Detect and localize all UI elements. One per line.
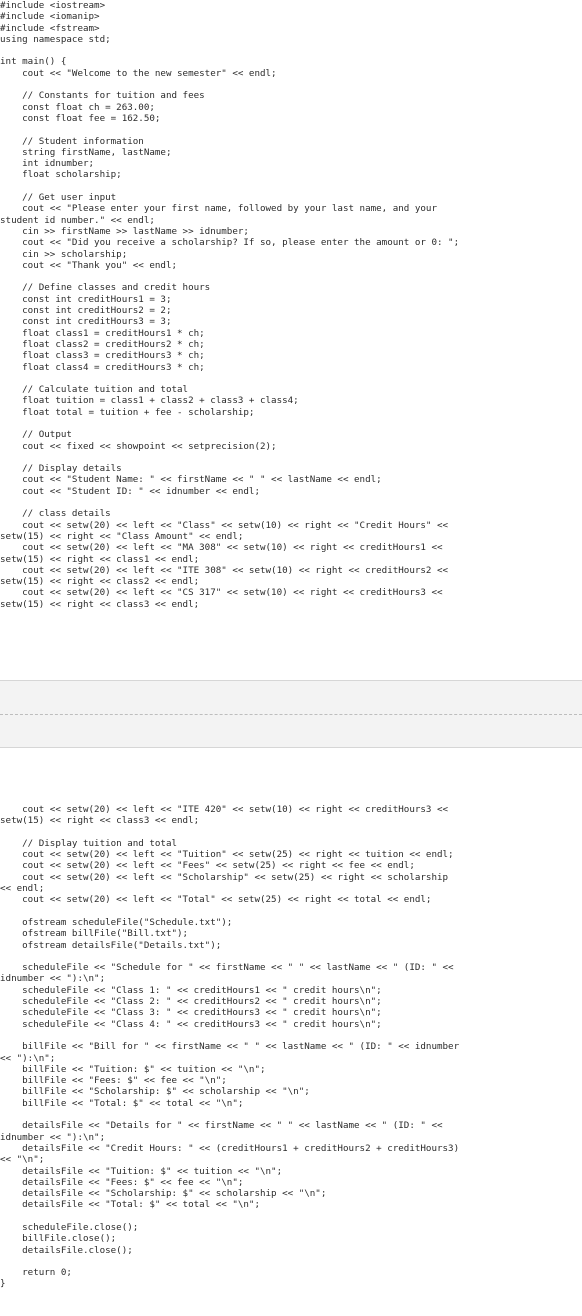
code-line: cout << setw(20) << left << "MA 308" << setw(10) << right << creditHours1 << [0,542,443,554]
code-line: cout << setw(20) << left << "CS 317" << setw(10) << right << creditHours3 << [0,587,443,599]
page-separator [0,680,582,748]
code-line: billFile << "Scholarship: $" << scholarship << "\n"; [0,1086,310,1098]
code-line: float tuition = class1 + class2 + class3 + class4; [0,395,299,407]
code-line: cout << setw(20) << left << "ITE 420" << setw(10) << right << creditHours3 << [0,804,449,815]
code-line: detailsFile << "Credit Hours: " << (creditHours1 + creditHours2 + creditHours3) [0,1142,460,1154]
code-line: return 0; [0,1267,72,1279]
code-line: detailsFile << "Details for " << firstName << " " << lastName << " (ID: " << [0,1120,443,1132]
code-line: float class3 = creditHours3 * ch; [0,350,205,362]
code-line: scheduleFile << "Schedule for " << firstName << " " << lastName << " (ID: " << [0,962,454,974]
code-line: cout << setw(20) << left << "Total" << setw(25) << right << total << endl; [0,894,432,906]
code-line: float class1 = creditHours1 * ch; [0,327,205,339]
code-line: const float ch = 263.00; [0,101,155,113]
code-line: cout << setw(20) << left << "Class" << setw(10) << right << "Credit Hours" << [0,519,449,531]
code-block-top [0,0,582,610]
code-line: student id number." << endl; [0,214,155,226]
code-line [0,951,582,962]
code-line: cin >> scholarship; [0,248,128,260]
code-line: scheduleFile << "Class 2: " << creditHours2 << " credit hours\n"; [0,996,382,1008]
code-line: const int creditHours1 = 3; [0,293,172,305]
code-line: float total = tuition + fee - scholarship; [0,406,255,418]
code-line: #include <iomanip> [0,11,100,23]
code-line: billFile.close(); [0,1233,117,1245]
code-line: billFile << "Bill for " << firstName << " " << lastName << " (ID: " << idnumber [0,1041,460,1053]
code-line: // Display details [0,463,122,475]
code-line: << "):\n"; [0,1052,56,1064]
code-line: scheduleFile << "Class 1: " << creditHours1 << " credit hours\n"; [0,984,382,996]
code-line [0,45,582,56]
code-line: // Output [0,429,72,441]
code-line: cout << "Welcome to the new semester" << endl; [0,67,277,79]
code-line: scheduleFile.close(); [0,1221,139,1233]
code-line [0,1256,582,1267]
code-line [0,827,582,838]
code-line: cout << setw(20) << left << "ITE 308" << setw(10) << right << creditHours2 << [0,564,449,576]
code-line: cout << setw(20) << left << "Fees" << setw(25) << right << fee << endl; [0,860,415,872]
code-line: scheduleFile << "Class 4: " << creditHours3 << " credit hours\n"; [0,1018,382,1030]
code-line: const int creditHours3 = 3; [0,316,172,328]
code-line: setw(15) << right << class3 << endl; [0,815,200,827]
code-line: setw(15) << right << "Class Amount" << endl; [0,530,244,542]
code-line: int main() { [0,56,67,68]
code-line: // Constants for tuition and fees [0,90,205,102]
code-line [0,497,582,508]
code-line: cout << setw(20) << left << "Scholarship" << setw(25) << right << scholarship [0,871,449,883]
code-line: detailsFile << "Fees: $" << fee << "\n"; [0,1176,244,1188]
code-line: cout << "Please enter your first name, followed by your last name, and your [0,203,437,215]
code-line: ofstream detailsFile("Details.txt"); [0,939,222,951]
code-line: idnumber << "):\n"; [0,1131,106,1143]
code-line: // class details [0,508,111,520]
separator-dashed-line [0,714,582,715]
code-line [0,181,582,192]
code-line: cout << "Did you receive a scholarship? If so, please enter the amount or 0: "; [0,237,460,249]
code-line: #include <fstream> [0,22,100,34]
code-line: ofstream scheduleFile("Schedule.txt"); [0,916,233,928]
code-line: float scholarship; [0,169,122,181]
code-line: detailsFile << "Tuition: $" << tuition << "\n"; [0,1165,283,1177]
code-line: } [0,1278,6,1290]
code-line: cout << "Thank you" << endl; [0,259,178,271]
code-line: << "\n"; [0,1154,45,1166]
code-line: billFile << "Fees: $" << fee << "\n"; [0,1075,227,1087]
code-line: const float fee = 162.50; [0,112,161,124]
code-line: cout << "Student ID: " << idnumber << endl; [0,485,260,497]
code-line: setw(15) << right << class3 << endl; [0,598,200,610]
code-line: float class2 = creditHours2 * ch; [0,338,205,350]
code-line: scheduleFile << "Class 3: " << creditHours3 << " credit hours\n"; [0,1007,382,1019]
code-line: detailsFile.close(); [0,1244,133,1256]
code-line: detailsFile << "Total: $" << total << "\n"; [0,1199,260,1211]
code-line: << endl; [0,883,45,895]
code-line [0,1109,582,1120]
code-line: string firstName, lastName; [0,146,172,158]
code-line: // Display tuition and total [0,837,178,849]
code-line: idnumber << "):\n"; [0,973,106,985]
code-line [0,79,582,90]
code-line: #include <iostream> [0,0,106,11]
code-line [0,452,582,463]
code-line: cin >> firstName >> lastName >> idnumber; [0,225,249,237]
code-line: billFile << "Total: $" << total << "\n"; [0,1097,244,1109]
code-line: float class4 = creditHours3 * ch; [0,361,205,373]
code-line: cout << setw(20) << left << "Tuition" << setw(25) << right << tuition << endl; [0,849,454,861]
code-line [0,1211,582,1222]
code-line: // Calculate tuition and total [0,384,189,396]
code-line: // Define classes and credit hours [0,282,211,294]
code-line: cout << "Student Name: " << firstName << " " << lastName << endl; [0,474,382,486]
code-line: detailsFile << "Scholarship: $" << scholarship << "\n"; [0,1188,327,1200]
code-line: // Student information [0,135,144,147]
code-line: const int creditHours2 = 2; [0,305,172,317]
code-line: cout << fixed << showpoint << setprecision(2); [0,440,277,452]
code-block-bottom [0,804,582,1290]
code-line [0,124,582,135]
code-line: int idnumber; [0,158,95,170]
code-line: billFile << "Tuition: $" << tuition << "\n"; [0,1063,266,1075]
code-line: setw(15) << right << class2 << endl; [0,576,200,588]
code-line: using namespace std; [0,33,111,45]
code-line [0,418,582,429]
code-line [0,271,582,282]
code-line: ofstream billFile("Bill.txt"); [0,928,189,940]
code-line: setw(15) << right << class1 << endl; [0,553,200,565]
code-line: // Get user input [0,192,117,204]
code-line [0,1030,582,1041]
code-line [0,906,582,917]
code-line [0,373,582,384]
